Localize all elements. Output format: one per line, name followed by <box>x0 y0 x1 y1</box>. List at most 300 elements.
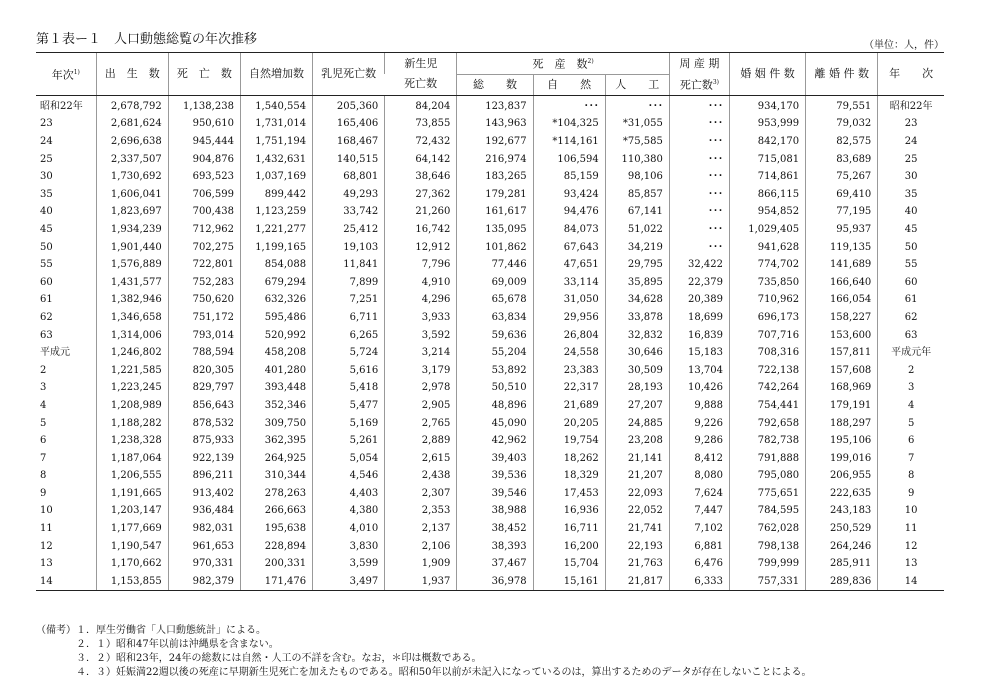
value-cell: 309,750 <box>240 415 312 433</box>
value-cell: 21,207 <box>605 467 669 485</box>
value-cell: 7,251 <box>313 291 385 309</box>
value-cell: 21,741 <box>605 520 669 538</box>
value-cell: 362,395 <box>240 432 312 450</box>
value-cell: 22,093 <box>605 485 669 503</box>
value-cell: 73,855 <box>385 115 457 133</box>
value-cell: 119,135 <box>806 239 878 257</box>
header-perinatal-l1: 周 産 期 <box>669 53 729 75</box>
value-cell: 45,090 <box>457 415 533 433</box>
value-cell: 51,022 <box>605 221 669 239</box>
value-cell: 5,477 <box>313 397 385 415</box>
header-stillbirths: 死 産 数$^{2)}$ <box>457 53 669 75</box>
value-cell: 458,208 <box>240 344 312 362</box>
value-cell: 135,095 <box>457 221 533 239</box>
year-cell: 40 <box>40 206 53 218</box>
year-cell-right: 9 <box>878 485 944 503</box>
value-cell: 722,138 <box>729 362 805 380</box>
value-cell: 7,899 <box>313 274 385 292</box>
value-cell: 3,933 <box>385 309 457 327</box>
value-cell: 6,265 <box>313 327 385 345</box>
value-cell: 8,080 <box>669 467 729 485</box>
value-cell: 2,307 <box>385 485 457 503</box>
value-cell: 6,333 <box>669 573 729 591</box>
year-cell-right: 11 <box>878 520 944 538</box>
year-cell: 5 <box>40 417 47 429</box>
footnote: ４．３）妊娠満22週以後の死産に早期新生児死亡を加えたものである。昭和50年以前が未記入になっているのは，算出するためのデータが存在しないことによる。 <box>36 667 812 678</box>
value-cell: 84,204 <box>385 95 457 115</box>
table-row <box>36 538 944 556</box>
value-cell: 161,617 <box>457 203 533 221</box>
value-cell: 171,476 <box>240 573 312 591</box>
value-cell: 157,811 <box>806 344 878 362</box>
value-cell: 13,704 <box>669 362 729 380</box>
table-row <box>36 344 944 362</box>
value-cell: 820,305 <box>168 362 240 380</box>
value-cell: 793,014 <box>168 327 240 345</box>
value-cell: 4,296 <box>385 291 457 309</box>
value-cell: 2,978 <box>385 379 457 397</box>
value-cell: 65,678 <box>457 291 533 309</box>
value-cell: 48,896 <box>457 397 533 415</box>
value-cell: 2,353 <box>385 502 457 520</box>
value-cell: 19,754 <box>533 432 605 450</box>
value-cell: 15,704 <box>533 555 605 573</box>
year-cell-right: 10 <box>878 502 944 520</box>
value-cell: 896,211 <box>168 467 240 485</box>
value-cell: 762,028 <box>729 520 805 538</box>
value-cell: 970,331 <box>168 555 240 573</box>
value-cell: 30,646 <box>605 344 669 362</box>
value-cell: 37,467 <box>457 555 533 573</box>
value-cell: 20,389 <box>669 291 729 309</box>
value-cell: 866,115 <box>729 186 805 204</box>
table-row <box>36 309 944 327</box>
value-cell: 1,934,239 <box>96 221 168 239</box>
value-cell: 243,183 <box>806 502 878 520</box>
value-cell: 17,453 <box>533 485 605 503</box>
value-cell: 1,123,259 <box>240 203 312 221</box>
value-cell: 1,203,147 <box>96 502 168 520</box>
value-cell: 19,103 <box>313 239 385 257</box>
value-cell: 1,751,194 <box>240 133 312 151</box>
header-perinatal-l2: 死亡数$^{3)}$ <box>669 74 729 95</box>
year-cell: 9 <box>40 487 47 499</box>
year-cell-right: 45 <box>878 221 944 239</box>
value-cell: 3,214 <box>385 344 457 362</box>
value-cell: 16,936 <box>533 502 605 520</box>
year-cell: 14 <box>36 573 96 591</box>
value-cell: ･･･ <box>533 95 605 115</box>
value-cell: 24,558 <box>533 344 605 362</box>
table-row <box>36 450 944 468</box>
year-cell: 60 <box>40 276 53 288</box>
value-cell: 953,999 <box>729 115 805 133</box>
year-cell: 12 <box>40 540 53 552</box>
value-cell: *114,161 <box>533 133 605 151</box>
year-cell: 昭和22年 <box>40 100 83 112</box>
value-cell: ･･･ <box>669 133 729 151</box>
value-cell: 33,742 <box>313 203 385 221</box>
value-cell: 1,138,238 <box>168 95 240 115</box>
year-cell: 45 <box>40 223 53 235</box>
value-cell: 18,699 <box>669 309 729 327</box>
value-cell: 21,260 <box>385 203 457 221</box>
value-cell: 195,106 <box>806 432 878 450</box>
value-cell: 228,894 <box>240 538 312 556</box>
value-cell: 11,841 <box>313 256 385 274</box>
value-cell: 2,438 <box>385 467 457 485</box>
value-cell: 1,346,658 <box>96 309 168 327</box>
year-cell-right: 62 <box>878 309 944 327</box>
value-cell: 69,410 <box>806 186 878 204</box>
table-row <box>36 432 944 450</box>
value-cell: 1,937 <box>385 573 457 591</box>
value-cell: 982,031 <box>168 520 240 538</box>
value-cell: 7,447 <box>669 502 729 520</box>
value-cell: 696,173 <box>729 309 805 327</box>
value-cell: 1,731,014 <box>240 115 312 133</box>
value-cell: 27,207 <box>605 397 669 415</box>
year-cell-right: 35 <box>878 186 944 204</box>
value-cell: 83,689 <box>806 151 878 169</box>
value-cell: 1,208,989 <box>96 397 168 415</box>
value-cell: 34,628 <box>605 291 669 309</box>
value-cell: 285,911 <box>806 555 878 573</box>
value-cell: 856,643 <box>168 397 240 415</box>
value-cell: 79,551 <box>806 95 878 115</box>
year-cell: 23 <box>40 118 53 130</box>
value-cell: 168,467 <box>313 133 385 151</box>
value-cell: 165,406 <box>313 115 385 133</box>
year-cell-right: 12 <box>878 538 944 556</box>
value-cell: 18,262 <box>533 450 605 468</box>
value-cell: 784,595 <box>729 502 805 520</box>
value-cell: 1,901,440 <box>96 239 168 257</box>
table-row <box>36 256 944 274</box>
year-cell-right: 7 <box>878 450 944 468</box>
value-cell: 93,424 <box>533 186 605 204</box>
value-cell: 6,476 <box>669 555 729 573</box>
value-cell: 950,610 <box>168 115 240 133</box>
value-cell: 16,839 <box>669 327 729 345</box>
value-cell: 50,510 <box>457 379 533 397</box>
footnote: （備考）１．厚生労働省「人口動態統計」による。 <box>36 625 266 636</box>
value-cell: 706,599 <box>168 186 240 204</box>
value-cell: 2,696,638 <box>96 133 168 151</box>
value-cell: 38,646 <box>385 168 457 186</box>
table-row <box>36 327 944 345</box>
header-natural-increase: 自然増加数 <box>240 53 312 96</box>
value-cell: 3,179 <box>385 362 457 380</box>
year-cell: 2 <box>40 364 47 376</box>
header-marriages: 婚 姻 件 数 <box>729 53 805 96</box>
value-cell: 75,267 <box>806 168 878 186</box>
value-cell: 158,227 <box>806 309 878 327</box>
value-cell: *75,585 <box>605 133 669 151</box>
value-cell: 1,823,697 <box>96 203 168 221</box>
header-stillbirth-artificial: 人 工 <box>605 74 669 95</box>
value-cell: 352,346 <box>240 397 312 415</box>
value-cell: 1,223,245 <box>96 379 168 397</box>
value-cell: 941,628 <box>729 239 805 257</box>
year-cell-right: 63 <box>878 327 944 345</box>
value-cell: 632,326 <box>240 291 312 309</box>
value-cell: 49,293 <box>313 186 385 204</box>
value-cell: 1,432,631 <box>240 151 312 169</box>
value-cell: 188,297 <box>806 415 878 433</box>
year-cell: 30 <box>40 171 53 183</box>
year-cell: 4 <box>40 399 47 411</box>
value-cell: 799,999 <box>729 555 805 573</box>
value-cell: 1,188,282 <box>96 415 168 433</box>
value-cell: 788,594 <box>168 344 240 362</box>
value-cell: 757,331 <box>729 573 805 591</box>
year-cell: 11 <box>40 523 53 535</box>
value-cell: 4,380 <box>313 502 385 520</box>
value-cell: 934,170 <box>729 95 805 115</box>
value-cell: 205,360 <box>313 95 385 115</box>
value-cell: 34,219 <box>605 239 669 257</box>
value-cell: ･･･ <box>669 151 729 169</box>
value-cell: 264,246 <box>806 538 878 556</box>
value-cell: 7,624 <box>669 485 729 503</box>
value-cell: 750,620 <box>168 291 240 309</box>
value-cell: 6,711 <box>313 309 385 327</box>
year-cell: 13 <box>40 558 53 570</box>
value-cell: ･･･ <box>605 95 669 115</box>
value-cell: 106,594 <box>533 151 605 169</box>
value-cell: 84,073 <box>533 221 605 239</box>
value-cell: 38,452 <box>457 520 533 538</box>
value-cell: 1,431,577 <box>96 274 168 292</box>
value-cell: 3,830 <box>313 538 385 556</box>
value-cell: 5,054 <box>313 450 385 468</box>
value-cell: 47,651 <box>533 256 605 274</box>
header-divorces: 離 婚 件 数 <box>806 53 878 96</box>
year-cell-right: 55 <box>878 256 944 274</box>
table-row <box>36 239 944 257</box>
value-cell: 775,651 <box>729 485 805 503</box>
value-cell: 53,892 <box>457 362 533 380</box>
value-cell: 55,204 <box>457 344 533 362</box>
value-cell: 85,159 <box>533 168 605 186</box>
year-cell: 平成元 <box>40 347 70 359</box>
value-cell: 21,689 <box>533 397 605 415</box>
value-cell: 168,969 <box>806 379 878 397</box>
value-cell: 123,837 <box>457 95 533 115</box>
table-row <box>36 115 944 133</box>
table-row <box>36 274 944 292</box>
value-cell: 715,081 <box>729 151 805 169</box>
table-row <box>36 467 944 485</box>
value-cell: 2,678,792 <box>96 95 168 115</box>
value-cell: 85,857 <box>605 186 669 204</box>
year-cell: 35 <box>40 188 53 200</box>
value-cell: 791,888 <box>729 450 805 468</box>
value-cell: 72,432 <box>385 133 457 151</box>
value-cell: 8,412 <box>669 450 729 468</box>
value-cell: 954,852 <box>729 203 805 221</box>
value-cell: 4,546 <box>313 467 385 485</box>
year-cell: 55 <box>40 259 53 271</box>
value-cell: 1,540,554 <box>240 95 312 115</box>
table-row <box>36 573 944 591</box>
value-cell: 110,380 <box>605 151 669 169</box>
value-cell: 5,261 <box>313 432 385 450</box>
value-cell: 2,765 <box>385 415 457 433</box>
year-cell-right: 4 <box>878 397 944 415</box>
value-cell: 38,988 <box>457 502 533 520</box>
table-row <box>36 95 944 115</box>
value-cell: 6,881 <box>669 538 729 556</box>
value-cell: 842,170 <box>729 133 805 151</box>
value-cell: 68,801 <box>313 168 385 186</box>
value-cell: 707,716 <box>729 327 805 345</box>
value-cell: 32,422 <box>669 256 729 274</box>
value-cell: 15,161 <box>533 573 605 591</box>
value-cell: 9,226 <box>669 415 729 433</box>
header-deaths: 死 亡 数 <box>168 53 240 96</box>
value-cell: 33,878 <box>605 309 669 327</box>
value-cell: 5,169 <box>313 415 385 433</box>
value-cell: 69,009 <box>457 274 533 292</box>
value-cell: 782,738 <box>729 432 805 450</box>
value-cell: 94,476 <box>533 203 605 221</box>
value-cell: 141,689 <box>806 256 878 274</box>
value-cell: 792,658 <box>729 415 805 433</box>
header-stillbirth-total: 総 数 <box>457 74 533 95</box>
value-cell: 28,193 <box>605 379 669 397</box>
table-row <box>36 203 944 221</box>
value-cell: 1,246,802 <box>96 344 168 362</box>
vital-statistics-table <box>36 52 944 591</box>
value-cell: 16,200 <box>533 538 605 556</box>
value-cell: 157,608 <box>806 362 878 380</box>
value-cell: 64,142 <box>385 151 457 169</box>
year-cell-right: 平成元年 <box>878 344 944 362</box>
value-cell: ･･･ <box>669 239 729 257</box>
value-cell: 98,106 <box>605 168 669 186</box>
value-cell: 79,032 <box>806 115 878 133</box>
value-cell: 67,643 <box>533 239 605 257</box>
value-cell: 39,403 <box>457 450 533 468</box>
value-cell: 774,702 <box>729 256 805 274</box>
value-cell: ･･･ <box>669 186 729 204</box>
value-cell: 751,172 <box>168 309 240 327</box>
table-row <box>36 151 944 169</box>
year-cell: 24 <box>40 136 53 147</box>
value-cell: 913,402 <box>168 485 240 503</box>
value-cell: 922,139 <box>168 450 240 468</box>
value-cell: 35,895 <box>605 274 669 292</box>
value-cell: 2,106 <box>385 538 457 556</box>
value-cell: ･･･ <box>669 221 729 239</box>
year-cell-right: 23 <box>878 115 944 133</box>
year-cell-right: 25 <box>878 151 944 169</box>
value-cell: 22,317 <box>533 379 605 397</box>
value-cell: 101,862 <box>457 239 533 257</box>
value-cell: 32,832 <box>605 327 669 345</box>
value-cell: 179,191 <box>806 397 878 415</box>
value-cell: 7,796 <box>385 256 457 274</box>
value-cell: ･･･ <box>669 115 729 133</box>
year-cell-right: 24 <box>878 133 944 151</box>
value-cell: 904,876 <box>168 151 240 169</box>
unit-label: （単位：人，件） <box>864 40 944 51</box>
header-neonatal-l1: 新生児 <box>385 53 457 75</box>
value-cell: 195,638 <box>240 520 312 538</box>
value-cell: 12,912 <box>385 239 457 257</box>
value-cell: 289,836 <box>806 573 878 591</box>
year-cell-right: 5 <box>878 415 944 433</box>
year-cell: 63 <box>40 329 53 341</box>
value-cell: 393,448 <box>240 379 312 397</box>
value-cell: 829,797 <box>168 379 240 397</box>
header-year: 年次$^{1)}$ <box>36 53 96 96</box>
value-cell: 722,801 <box>168 256 240 274</box>
value-cell: 33,114 <box>533 274 605 292</box>
value-cell: 1,221,277 <box>240 221 312 239</box>
value-cell: 22,193 <box>605 538 669 556</box>
value-cell: 1,576,889 <box>96 256 168 274</box>
value-cell: 39,546 <box>457 485 533 503</box>
value-cell: 140,515 <box>313 151 385 169</box>
value-cell: 3,497 <box>313 573 385 591</box>
value-cell: 2,615 <box>385 450 457 468</box>
year-cell-right: 2 <box>878 362 944 380</box>
value-cell: ･･･ <box>669 95 729 115</box>
value-cell: 250,529 <box>806 520 878 538</box>
value-cell: 23,208 <box>605 432 669 450</box>
value-cell: 1,314,006 <box>96 327 168 345</box>
value-cell: 945,444 <box>168 133 240 151</box>
value-cell: 21,817 <box>605 573 669 591</box>
value-cell: 30,509 <box>605 362 669 380</box>
value-cell: 1,199,165 <box>240 239 312 257</box>
value-cell: 166,054 <box>806 291 878 309</box>
value-cell: 1,037,169 <box>240 168 312 186</box>
value-cell: 5,724 <box>313 344 385 362</box>
table-body <box>36 95 944 591</box>
value-cell: 21,141 <box>605 450 669 468</box>
year-cell-right: 60 <box>878 274 944 292</box>
value-cell: 595,486 <box>240 309 312 327</box>
year-cell-right: 14 <box>878 573 944 591</box>
value-cell: 982,379 <box>168 573 240 591</box>
table-row <box>36 133 944 151</box>
header-births: 出 生 数 <box>96 53 168 96</box>
value-cell: 31,050 <box>533 291 605 309</box>
value-cell: 26,804 <box>533 327 605 345</box>
year-cell-right: 13 <box>878 555 944 573</box>
value-cell: 29,795 <box>605 256 669 274</box>
value-cell: 166,640 <box>806 274 878 292</box>
value-cell: 59,636 <box>457 327 533 345</box>
year-cell: 62 <box>40 311 53 323</box>
value-cell: 2,137 <box>385 520 457 538</box>
table-row <box>36 502 944 520</box>
value-cell: 20,205 <box>533 415 605 433</box>
value-cell: 27,362 <box>385 186 457 204</box>
value-cell: 1,177,669 <box>96 520 168 538</box>
value-cell: 710,962 <box>729 291 805 309</box>
table-row <box>36 397 944 415</box>
value-cell: 24,885 <box>605 415 669 433</box>
value-cell: 4,403 <box>313 485 385 503</box>
value-cell: 5,616 <box>313 362 385 380</box>
value-cell: 38,393 <box>457 538 533 556</box>
value-cell: 714,861 <box>729 168 805 186</box>
